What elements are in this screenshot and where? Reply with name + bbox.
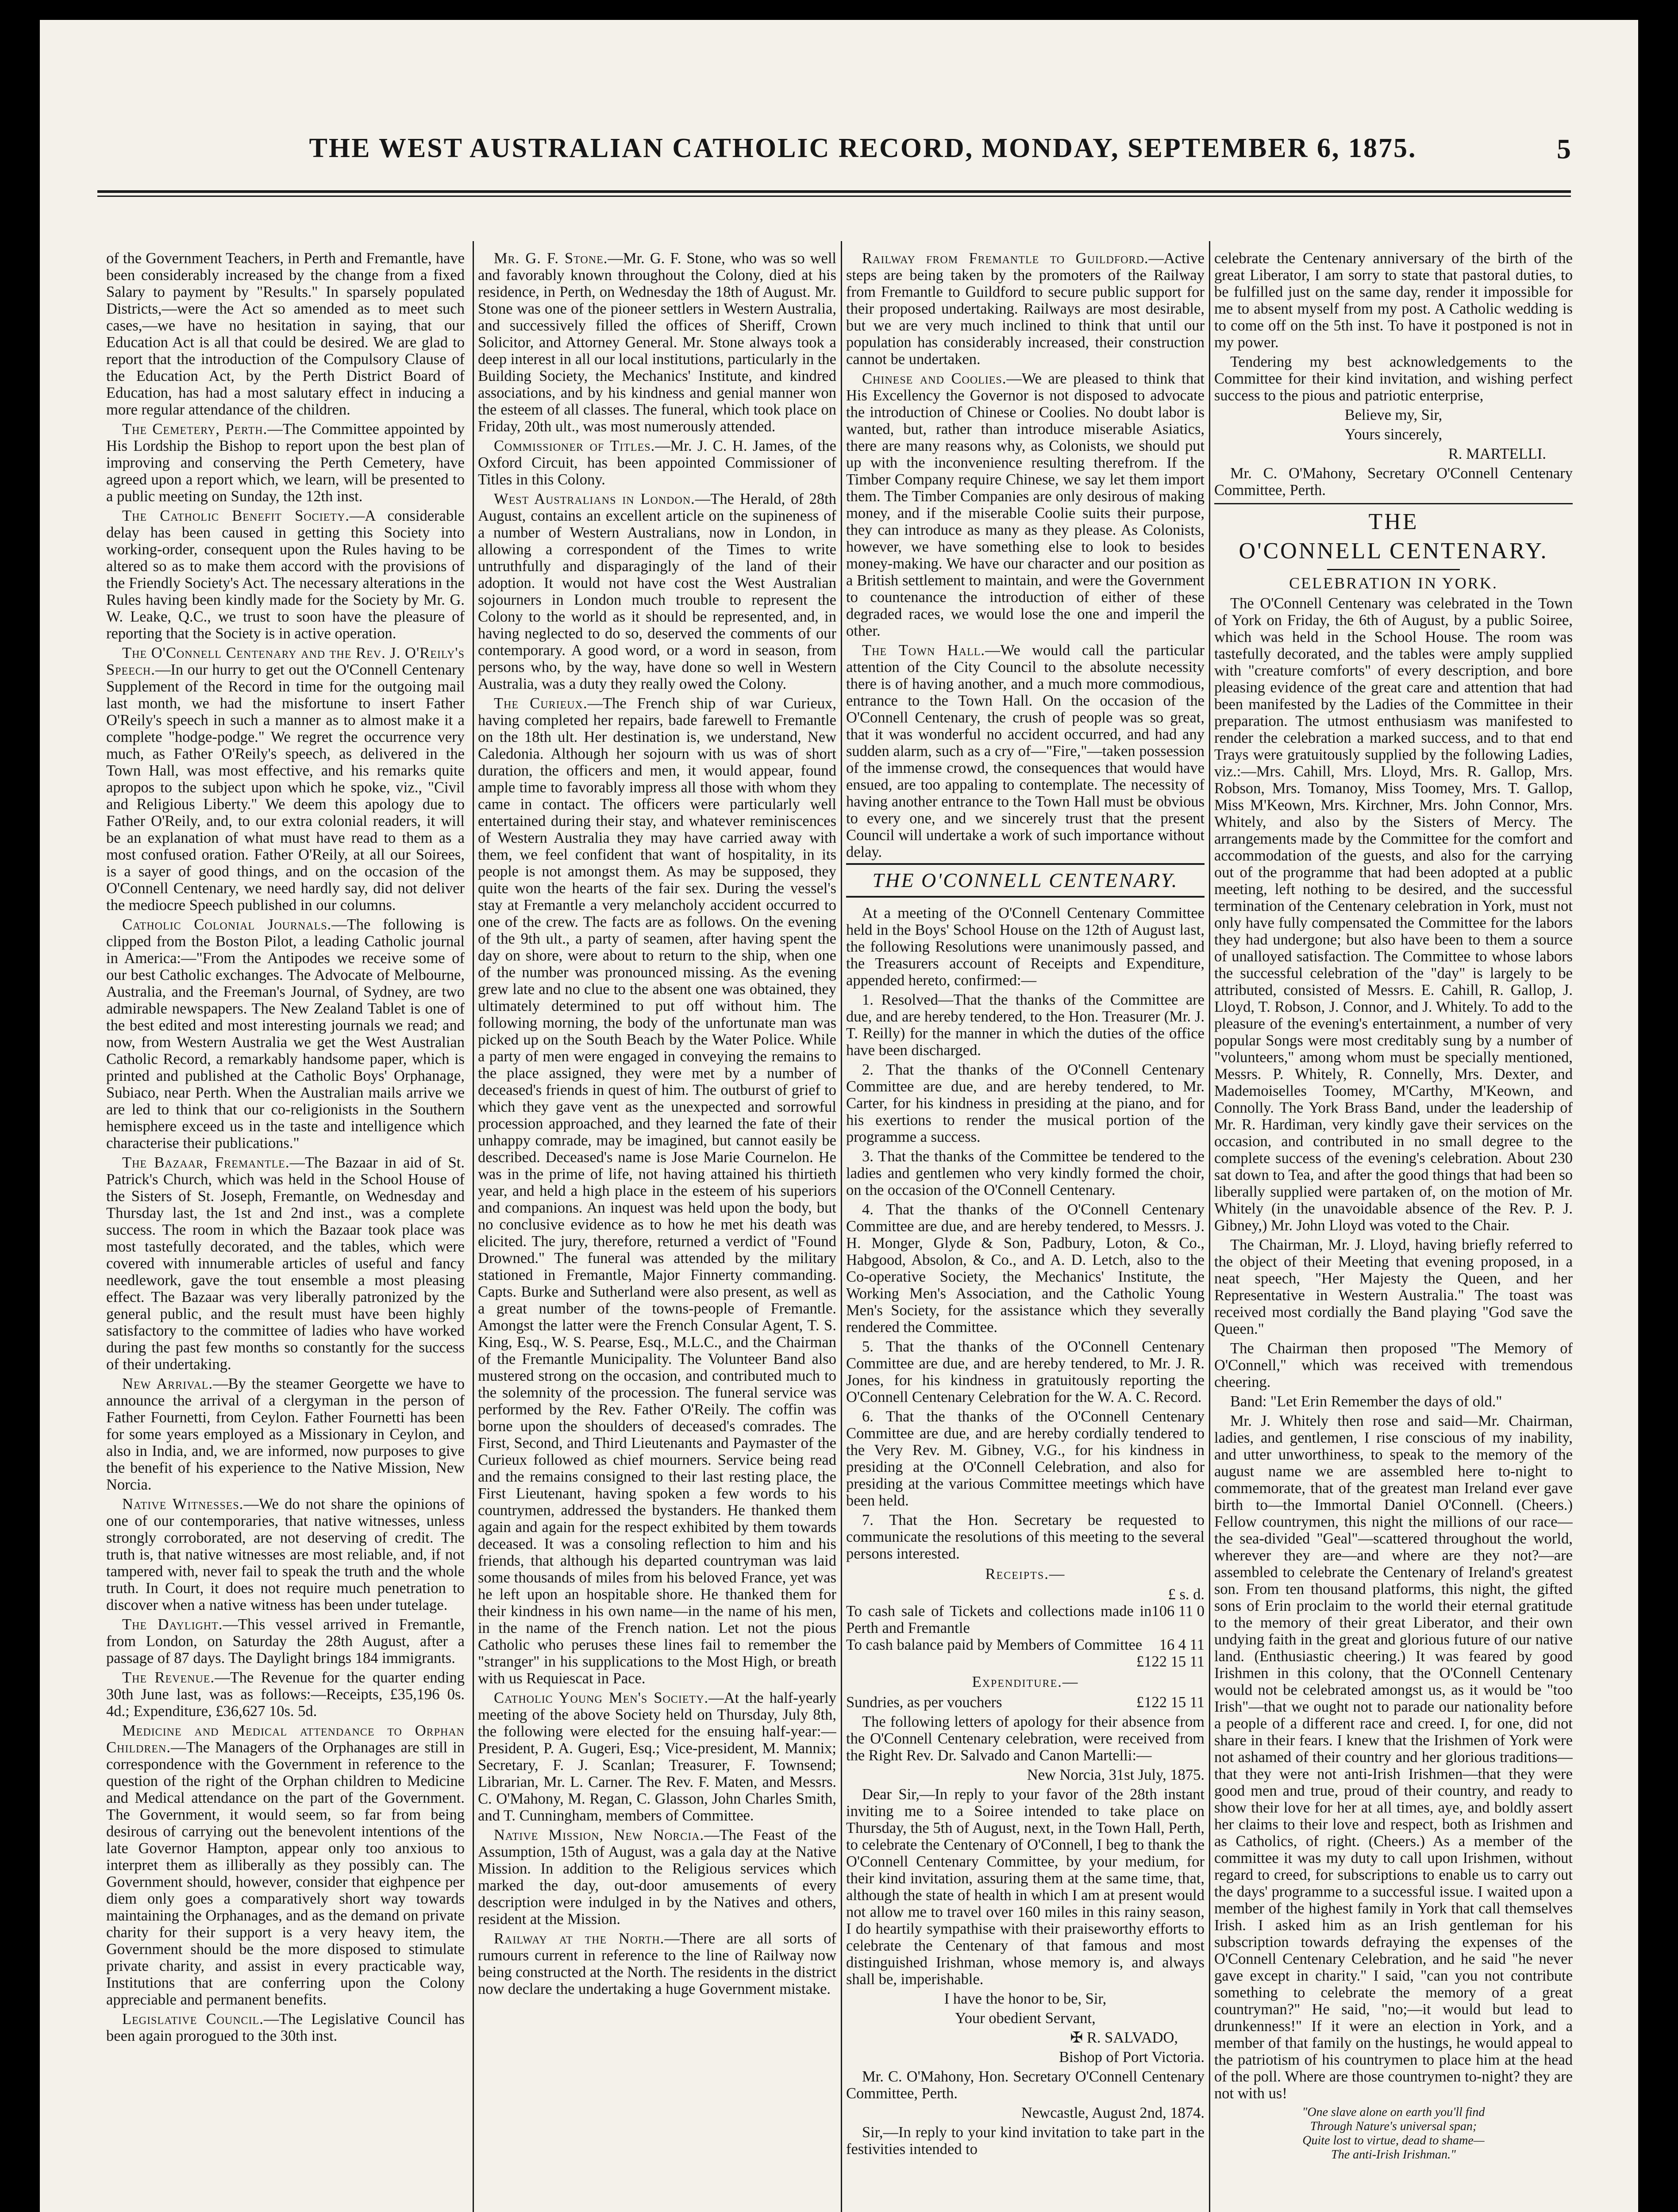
section-title: O'CONNELL CENTENARY.	[1239, 538, 1548, 564]
column-rule-3	[1209, 241, 1210, 2212]
table-row: To cash balance paid by Members of Committee 16 4 11	[846, 1636, 1205, 1653]
letter-close: Believe my, Sir,	[1344, 407, 1443, 423]
article-paragraph: of the Government Teachers, in Perth and Fremantle, have been considerably increased by the change from a fixed Salary to payment by "Results." In sparsely populated Districts,—were the Act so amended as to meet such cases,—we have no hesitation in saying, that our Education Act is all that could be desired. We are glad to report that the introduction of the Compulsory Clause of the Education Act, by the Perth District Board of Education, has had a most salutary effect in inducing a more regular attendance of the children.	[106, 250, 465, 418]
page-title: THE WEST AUSTRALIAN CATHOLIC RECORD, MONDAY, SEPTEMBER 6, 1875.	[309, 133, 1417, 163]
section-heading: Catholic Colonial Journals.	[122, 916, 332, 933]
article-paragraph: Chinese and Coolies.—We are pleased to think that His Excellency the Governor is not disposed to advocate the introduction of Chinese or Coolies. No doubt labor is wanted, but, rather than introduce miserable Asiatics, there are many reasons why, as Colonists, we should put up with the inconvenience resulting therefrom. If the Timber Company require Chinese, we say let them import them. The Timber Companies are only desirous of making money, and if the miserable Coolie suits their purpose, they can introduce as many as they please. As Colonists, however, we have something else to look to besides money-making. We have our character and our position as a British settlement to maintain, and were the Government to countenance the introduction of either of these degraded races, we would lose the one and imperil the other.	[846, 370, 1205, 639]
article-paragraph: Mr. G. F. Stone.—Mr. G. F. Stone, who was so well and favorably known throughout the Colony, died at his residence, in Perth, on Wednesday the 18th of August. Mr. Stone was one of the pioneer settlers in Western Australia, and successively filled the offices of Sheriff, Crown Solicitor, and Attorney General. Mr. Stone always took a deep interest in all our local institutions, particularly in the Building Society, the Mechanics' Institute, and kindred associations, and by his kindness and genial manner won the esteem of all classes. The funeral, which took place on Friday, 20th ult., was most numerously attended.	[478, 250, 836, 435]
section-heading: Chinese and Coolies.	[862, 370, 1007, 387]
article-paragraph: The Curieux.—The French ship of war Curieux, having completed her repairs, bade farewell to Fremantle on the 18th ult. Her destination is, we understand, New Caledonia. Although her sojourn with us was of short duration, the officers and men, it would appear, found ample time to favorably impress all those with whom they came in contact. The officers were particularly well entertained during their stay, and whatever reminiscences of Western Australia they may have carried away with them, we feel confident that want of hospitality, in its people is not amongst them. As may be supposed, they quite won the hearts of the fair sex. During the vessel's stay at Fremantle a very melancholy accident occurred to one of the crew. The facts are as follows. On the evening of the 9th ult., a party of seamen, after having spent the day on shore, were about to return to the ship, when one of the number was pronounced missing. As the evening grew late and no clue to the absent one was obtained, they ultimately determined to put off without him. The following morning, the body of the unfortunate man was picked up on the South Beach by the Water Police. While a party of men were engaged in conveying the remains to the place assigned, they were met by a number of deceased's friends in quest of him. The outburst of grief to which they gave vent as the unexpected and sorrowful procession approached, and they learned the fate of their unhappy comrade, may be imagined, but cannot easily be described. Deceased's name is Jose Marie Cournelon. He was in the prime of life, not having attained his thirtieth year, and held a high place in the esteem of his superiors and companions. An inquest was held upon the body, but no conclusive evidence as to how he met his death was elicited. The jury, therefore, returned a verdict of "Found Drowned." The funeral was attended by the military stationed in Fremantle, Major Finnerty commanding. Capts. Burke and Sutherland were also present, as well as a great number of the towns-people of Fremantle. Amongst the latter were the French Consular Agent, T. S. King, Esq., W. S. Pearse, Esq., M.L.C., and the Chairman of the Fremantle Municipality. The Volunteer Band also mustered strong on the occasion, and contributed much to the solemnity of the procession. The funeral service was performed by the Rev. Father O'Reily. The coffin was borne upon the shoulders of deceased's comrades. The First, Second, and Third Lieutenants and Paymaster of the Curieux followed as chief mourners. Service being read and the remains consigned to their last resting place, the First Lieutenant, having spoken a few words to his countrymen, addressed the bystanders. He thanked them again and again for the respect exhibited by them towards deceased. It was a consoling reflection to him and his friends, that although his departed countryman was laid some thousands of miles from his beloved France, yet was he left upon an hospitable shore. He thanked them for their kindness in his own name—in the name of his men, in the name of the French nation. Let not the pious Catholic who peruses these lines fail to remember the "stranger" in his supplications to the Most High, or breath with us Requiescat in Pace.	[478, 695, 836, 1687]
article-paragraph: Catholic Colonial Journals.—The following is clipped from the Boston Pilot, a leading Catholic journal in America:—"From the Antipodes we receive some of our best Catholic exchanges. The Advocate of Melbourne, Australia, and the Freeman's Journal, of Sydney, are two admirable newspapers. The New Zealand Tablet is one of the best edited and most interesting journals we read; and now, from Western Australia we get the West Australian Catholic Record, a remarkably handsome paper, which is printed and published at the Catholic Boys' Orphanage, Subiaco, near Perth. When the Australian mails arrive we are led to think that our co-religionists in the Southern hemisphere exceed us in the taste and intelligence which characterise their publications."	[106, 916, 465, 1152]
letter-body: celebrate the Centenary anniversary of the birth of the great Liberator, I am sorry to state that pastoral duties, to be fulfilled just on the same day, render it impossible for me to absent myself from my post. A Catholic wedding is to come off on the 5th inst. To have it postponed is not in my power.	[1214, 250, 1573, 351]
article-paragraph: The Daylight.—This vessel arrived in Fremantle, from London, on Saturday the 28th August, after a passage of 87 days. The Daylight brings 184 immigrants.	[106, 1616, 465, 1667]
section-heading: Native Witnesses.	[122, 1496, 244, 1513]
article-paragraph: The Chairman, Mr. J. Lloyd, having briefly referred to the object of their Meeting that evening proposed, in a neat speech, "Her Majesty the Queen, and her Representative in Western Australia." The toast was received most cordially the Band playing "God save the Queen."	[1214, 1237, 1573, 1337]
article-paragraph: The Town Hall.—We would call the particular attention of the City Council to the absolute necessity there is of having another, and a much more commodious, entrance to the Town Hall. On the occasion of the O'Connell Centenary, the crush of people was so great, that it was wonderful no accident occurred, and had any sudden alarm, such as a cry of—"Fire,"—taken possession of the immense crowd, the consequences that would have ensued, are too appaling to contemplate. The necessity of having another entrance to the Town Hall must be obvious to every one, and we sincerely trust that the present Council will undertake a work of such importance without delay.	[846, 642, 1205, 860]
article-paragraph: Mr. J. Whitely then rose and said—Mr. Chairman, ladies, and gentlemen, I rise conscious of my inability, and utter unworthiness, to speak to the memory of the august name we are assembled here to-night to commemorate, that of the greatest man Ireland ever gave birth to—the Immortal Daniel O'Connell. (Cheers.) Fellow countrymen, this night the millions of our race—the sea-divided "Geal"—scattered throughout the world, wherever they are—and where are they not?—are assembled to celebrate the Centenary of Ireland's greatest son. From ten thousand platforms, this night, the gifted sons of Erin proclaim to the world their eternal gratitude to the memory of their great Liberator, and their own undying faith in the great and glorious future of our native land. (Enthusiastic cheering.) It was feared by good Irishmen in this colony, that the O'Connell Centenary would not be celebrated amongst us, as it would be "too Irish"—that we ought not to parade our nationality before a people of a different race and creed. I, for one, did not share in their fears. I knew that the Irishmen of York were not ashamed of their country and her glorious traditions—that they were not anti-Irish Irishmen—that they were good men and true, proud of their country, and ready to show their love for her at all times, aye, and boldly assert her claims to their love and respect, both as Irishmen and as Catholics, of right. (Cheers.) As a member of the committee it was my duty to call upon Irishmen, without regard to creed, for subscriptions to enable us to carry out the days' programme to a successful issue. I waited upon a member of the highest family in York that call themselves Irish. I asked him as an Irish gentleman for his subscription towards defraying the expenses of the O'Connell Centenary Celebration, and he said "he never gave except in charity." I said, "can you not contribute something to celebrate the memory of a great countryman?" He said, "no;—it would but lead to drunkenness!" If it were an election in York, and a member of that family on the hustings, he would appeal to the patriotism of his countrymen to place him at the head of the poll. Where are those countrymen to-night? they are not with us!	[1214, 1413, 1573, 2102]
table-row: Sundries, as per vouchers £122 15 11	[846, 1694, 1205, 1711]
letter-signature-title: Bishop of Port Victoria.	[1059, 2049, 1205, 2066]
letter-close: Yours sincerely,	[1344, 426, 1443, 443]
letter-date: New Norcia, 31st July, 1875.	[1027, 1767, 1205, 1783]
letter-date: Newcastle, August 2nd, 1874.	[1021, 2104, 1205, 2121]
article-paragraph: The following letters of apology for their absence from the O'Connell Centenary celebration, were received from the Right Rev. Dr. Salvado and Canon Martelli:—	[846, 1713, 1205, 1764]
letter-close: Your obedient Servant,	[955, 2010, 1096, 2027]
section-title: THE	[1368, 509, 1419, 534]
letter-signature: ✠ R. SALVADO,	[1070, 2029, 1178, 2046]
letter-recipient: Mr. C. O'Mahony, Secretary O'Connell Centenary Committee, Perth.	[1214, 465, 1573, 499]
article-paragraph: The O'Connell Centenary and the Rev. J. O'Reily's Speech.—In our hurry to get out the O'Connell Centenary Supplement of the Record in time for the outgoing mail last month, we had the misfortune to insert Father O'Reily's speech in such a manner as to almost make it a complete "hodge-podge." We regret the occurrence very much, as Father O'Reily's speech, as delivered in the Town Hall, was most effective, and his remarks quite apropos to the subject upon which he spoke, viz., "Civil and Religious Liberty." We deem this apology due to Father O'Reily, and, to our extra colonial readers, it will be an explanation of what must have read to them as a most confused oration. Father O'Reily, at all our Soirees, is a sayer of good things, and on the occasion of the O'Connell Centenary, we need hardly say, did not deliver the mediocre Speech published in our columns.	[106, 645, 465, 914]
section-heading: Railway at the North.	[494, 1930, 665, 1947]
receipts-title: Receipts.—	[985, 1566, 1066, 1582]
section-heading: Commissioner of Titles.	[494, 438, 655, 454]
section-heading: The Cemetery, Perth.	[122, 421, 268, 438]
letter-signature: R. MARTELLI.	[1448, 445, 1546, 462]
section-heading: The Catholic Benefit Society.	[122, 507, 350, 524]
letter-body: Dear Sir,—In reply to your favor of the 28th instant inviting me to a Soiree intended to take place on Thursday, the 5th of August, next, in the Town Hall, Perth, to celebrate the Centenary of O'Connell, I beg to thank the O'Connell Centenary Committee, by your medium, for their kind invitation, assuring them at the same time, that, although the state of health in which I am at present would not allow me to travel over 160 miles in this rainy season, I do heartily sympathise with their praiseworthy efforts to celebrate the Centenary of that famous and most distinguished Irishman, whose memory is, and always shall be, imperishable.	[846, 1786, 1205, 1988]
letter-body: Sir,—In reply to your kind invitation to take part in the festivities intended to	[846, 2124, 1205, 2158]
article-paragraph: Native Mission, New Norcia.—The Feast of the Assumption, 15th of August, was a gala day at the Native Mission. In addition to the Religious services which marked the day, out-door amusements of every description were indulged in by the Natives and others, resident at the Mission.	[478, 1827, 836, 1928]
divider	[1327, 569, 1460, 570]
article-paragraph: The Catholic Benefit Society.—A considerable delay has been caused in getting this Society into working-order, consequent upon the Rules having to be altered so as to make them accord with the provisions of the Friendly Society's Act. The necessary alterations in the Rules having been kindly made for the Society by Mr. G. W. Leake, Q.C., we trust to soon have the pleasure of reporting that the Society is in active operation.	[106, 507, 465, 642]
section-heading: Catholic Young Men's Society.	[494, 1690, 709, 1706]
letter-body: Tendering my best acknowledgements to the Committee for their kind invitation, and wishing perfect success to the pious and patriotic enterprise,	[1214, 353, 1573, 404]
column-4	[1214, 250, 1573, 2212]
resolution: 6. That the thanks of the O'Connell Centenary Committee are due, and are hereby cordially tendered to the Very Rev. M. Gibney, V.G., for his kindness in presiding at the O'Connell Celebration, and also for presiding at the various Committee meetings which have been held.	[846, 1408, 1205, 1509]
article-paragraph: The Bazaar, Fremantle.—The Bazaar in aid of St. Patrick's Church, which was held in the School House of the Sisters of St. Joseph, Fremantle, on Wednesday and Thursday last, the 1st and 2nd inst., was a complete success. The room in which the Bazaar took place was most tastefully decorated, and the tables, which were covered with innumerable articles of useful and fancy needlework, gave the tout ensemble a most pleasing effect. The Bazaar was very liberally patronized by the general public, and the result must have been highly satisfactory to the committee of ladies who have worked during the past few months so constantly for the success of their undertaking.	[106, 1154, 465, 1373]
masthead-rule-bottom	[97, 196, 1571, 197]
masthead	[97, 133, 1571, 181]
section-heading: Legislative Council.	[122, 2011, 264, 2028]
table-row	[846, 1586, 1205, 1603]
column-2	[478, 250, 836, 2212]
article-paragraph: Legislative Council.—The Legislative Council has been again prorogued to the 30th inst.	[106, 2011, 465, 2044]
section-heading: West Australians in London.	[494, 491, 695, 507]
column-rule-2	[841, 241, 842, 2212]
article-paragraph: The Revenue.—The Revenue for the quarter ending 30th June last, was as follows:—Receipts, £35,196 0s. 4d.; Expenditure, £36,627 10s. 5d.	[106, 1669, 465, 1720]
resolution: 4. That the thanks of the O'Connell Centenary Committee are due, and are hereby tendered, to Messrs. J. H. Monger, Glyde & Son, Padbury, Loton, & Co., Habgood, Absolon, & Co., and A. D. Letch, also to the Co-operative Society, the Mechanics' Institute, the Working Men's Association, and the Catholic Young Men's Society, for the assistance which they severally rendered the Committee.	[846, 1201, 1205, 1336]
page-number: 5	[1557, 133, 1571, 165]
resolution: 3. That the thanks of the Committee be tendered to the ladies and gentlemen who very kindly formed the choir, on the occasion of the O'Connell Centenary.	[846, 1148, 1205, 1198]
newspaper-page	[40, 20, 1638, 2212]
letter-recipient: Mr. C. O'Mahony, Hon. Secretary O'Connell Centenary Committee, Perth.	[846, 2068, 1205, 2102]
column-3	[846, 250, 1205, 2212]
article-paragraph: Medicine and Medical attendance to Orphan Children.—The Managers of the Orphanages are still in correspondence with the Government in reference to the question of the right of the Orphan children to Medicine and Medical attendance on the part of the Government. The Government, it would seem, so far from being desirous of carrying out the benevolent intentions of the late Governor Hampton, appear only too anxious to interpret them as illiberally as they possibly can. The Government should, however, consider that eighpence per diem only goes a comparatively short way towards maintaining the Orphanages, and as the demand on private charity for their support is a very heavy item, the Government should be the more disposed to stimulate private charity, and assist in every practicable way, Institutions that are conferring upon the Colony appreciable and permanent benefits.	[106, 1722, 465, 2008]
section-heading: The Curieux.	[494, 695, 588, 712]
section-heading: The Town Hall.	[862, 642, 985, 659]
resolution: 7. That the Hon. Secretary be requested to communicate the resolutions of this meeting to the several persons interested.	[846, 1512, 1205, 1562]
table-row-total: £122 15 11	[1136, 1653, 1205, 1670]
divider	[1214, 503, 1573, 504]
resolution: 1. Resolved—That the thanks of the Committee are due, and are hereby tendered, to the Hon. Treasurer (Mr. J. T. Reilly) for the manner in which the duties of the office have been discharged.	[846, 991, 1205, 1059]
section-heading: The O'Connell Centenary and the Rev. J. O'Reily's Speech.	[106, 645, 465, 678]
article-paragraph: The Cemetery, Perth.—The Committee appointed by His Lordship the Bishop to report upon the best plan of improving and conserving the Perth Cemetery, have agreed upon a report which, we learn, will be presented to a public meeting on Sunday, the 12th inst.	[106, 421, 465, 505]
article-paragraph: The Chairman then proposed "The Memory of O'Connell," which was received with tremendous cheering.	[1214, 1340, 1573, 1390]
section-heading: Native Mission, New Norcia.	[494, 1827, 704, 1843]
table-row: To cash sale of Tickets and collections made in Perth and Fremantle 106 11 0	[846, 1603, 1205, 1636]
section-heading: Railway from Fremantle to Guildford.	[862, 250, 1149, 267]
article-paragraph: Commissioner of Titles.—Mr. J. C. H. James, of the Oxford Circuit, has been appointed Commissioner of Titles in this Colony.	[478, 438, 836, 488]
section-subtitle: CELEBRATION IN YORK.	[1289, 574, 1498, 592]
section-heading: Mr. G. F. Stone.	[494, 250, 608, 267]
resolution: 2. That the thanks of the O'Connell Centenary Committee are due, and are hereby tendered, to Mr. Carter, for his kindness in presiding at the piano, and for his exertions to render the musical portion of the programme a success.	[846, 1061, 1205, 1145]
article-paragraph: Railway from Fremantle to Guildford.—Active steps are being taken by the promoters of the Railway from Fremantle to Guildford to secure public support for their proposed undertaking. Railways are most desirable, but we are very much inclined to think that until our population has considerably increased, their construction cannot be undertaken.	[846, 250, 1205, 368]
section-heading: The Revenue.	[122, 1669, 215, 1686]
currency-header: £ s. d.	[1168, 1586, 1205, 1603]
section-heading: New Arrival.	[122, 1375, 213, 1392]
section-heading: The Daylight.	[122, 1616, 223, 1633]
expenditure-title: Expenditure.—	[972, 1674, 1079, 1690]
section-heading: The Bazaar, Fremantle.	[122, 1154, 290, 1171]
column-1	[106, 250, 465, 2212]
column-rule-1	[473, 241, 474, 2212]
article-paragraph: Native Witnesses.—We do not share the opinions of one of our contemporaries, that native witnesses, unless strongly corroborated, are not deserving of credit. The truth is, that native witnesses are most reliable, and, if not tampered with, never fail to speak the truth and the whole truth. In Court, it does not require much penetration to discover when a native witness has been under tutelage.	[106, 1496, 465, 1613]
article-paragraph: New Arrival.—By the steamer Georgette we have to announce the arrival of a clergyman in the person of Father Fournetti, from Ceylon. Father Fournetti has been for some years employed as a Missionary in Ceylon, and also in India, and, we are informed, now purposes to give the benefit of his experience to the Native Mission, New Norcia.	[106, 1375, 465, 1493]
masthead-rule-top	[97, 190, 1571, 193]
article-paragraph: Catholic Young Men's Society.—At the half-yearly meeting of the above Society held on Thursday, July 8th, the following were elected for the ensuing half-year:—President, P. A. Gugeri, Esq.; Vice-president, M. Mannix; Secretary, F. J. Scanlan; Treasurer, F. Townsend; Librarian, Mr. L. Carner. The Rev. F. Maten, and Messrs. C. O'Mahony, M. Regan, C. Glasson, John Charles Smith, and T. Cunningham, members of Committee.	[478, 1690, 836, 1824]
article-paragraph: West Australians in London.—The Herald, of 28th August, contains an excellent article on the supineness of a number of Western Australians, now in London, in allowing a correspondent of the Times to write untruthfully and disparagingly of the land of their adoption. It would not have cost the West Australian sojourners in London much trouble to represent the Colony to the world as it should be represented, and, in having neglected to do so, deserved the comments of our contemporary. A good word, or a word in season, from persons who, by the way, have done so well in Western Australia, was a duty they really owed the Colony.	[478, 491, 836, 692]
article-paragraph: The O'Connell Centenary was celebrated in the Town of York on Friday, the 6th of August, by a public Soiree, which was held in the School House. The room was tastefully decorated, and the tables were amply supplied with "creature comforts" of every description, and bore pleasing evidence of the great care and attention that had been manifested by the Ladies of the Committee in their preparation. The utmost enthusiasm was manifested to render the celebration a marked success, and to that end Trays were gratuitously supplied by the following Ladies, viz.:—Mrs. Cahill, Mrs. Lloyd, Mrs. R. Gallop, Mrs. Robson, Mrs. Tomanoy, Miss Toomey, Mrs. T. Gallop, Miss M'Keown, Mrs. Kirchner, Mrs. John Connor, Mrs. Whitely, and also by the Sisters of Mercy. The arrangements made by the Committee for the comfort and accommodation of the guests, and also for the carrying out of the programme that had been adopted at a public meeting, left nothing to be desired, and the successful termination of the Centenary celebration in York, must not only have fully compensated the Committee for the labors they had undergone; but also have been to them a source of unalloyed satisfaction. The Committee to whose labors the successful celebration of the "day" is largely to be attributed, consisted of Messrs. E. Cahill, R. Gallop, J. Lloyd, T. Robson, J. Connor, and J. Whitely. To add to the pleasure of the evening's entertainment, a number of very popular Songs were most creditably sung by a number of "volunteers," among whom must be specially mentioned, Messrs. P. Whitely, R. Connelly, Mrs. Dexter, and Mademoiselles Toomey, M'Carthy, M'Keown, and Connolly. The York Brass Band, under the leadership of Mr. R. Hardiman, very kindly gave their services on the occasion, and contributed in no small degree to the complete success of the evening's celebration. About 230 sat down to Tea, and after the good things that had been so liberally supplied were partaken of, on the motion of Mr. Whitely (in the unavoidable absence of the Rev. P. J. Gibney,) Mr. John Lloyd was voted to the Chair.	[1214, 595, 1573, 1234]
verse: "One slave alone on earth you'll find Through Nature's universal span; Quite lost to virtue, dead to shame— The anti-Irish Irishman."	[1302, 2105, 1485, 2162]
article-paragraph: Railway at the North.—There are all sorts of rumours current in reference to the line of Railway now being constructed at the North. The residents in the district now declare the undertaking a huge Government mistake.	[478, 1930, 836, 1997]
section-title: THE O'CONNELL CENTENARY.	[846, 863, 1205, 898]
letter-close: I have the honor to be, Sir,	[944, 1990, 1107, 2007]
article-paragraph: Band: "Let Erin Remember the days of old."	[1230, 1393, 1502, 1410]
article-paragraph: At a meeting of the O'Connell Centenary Committee held in the Boys' School House on the 12th of August last, the following Resolutions were unanimously passed, and the Treasurers account of Receipts and Expenditure, appended hereto, confirmed:—	[846, 905, 1205, 989]
receipts-table	[846, 1566, 1205, 1711]
section-heading: Medicine and Medical attendance to Orphan Children.	[106, 1722, 465, 1756]
resolution: 5. That the thanks of the O'Connell Centenary Committee are due, and are hereby tendered, to Mr. J. R. Jones, for his kindness in gratuitously reporting the O'Connell Centenary Celebration for the W. A. C. Record.	[846, 1338, 1205, 1406]
